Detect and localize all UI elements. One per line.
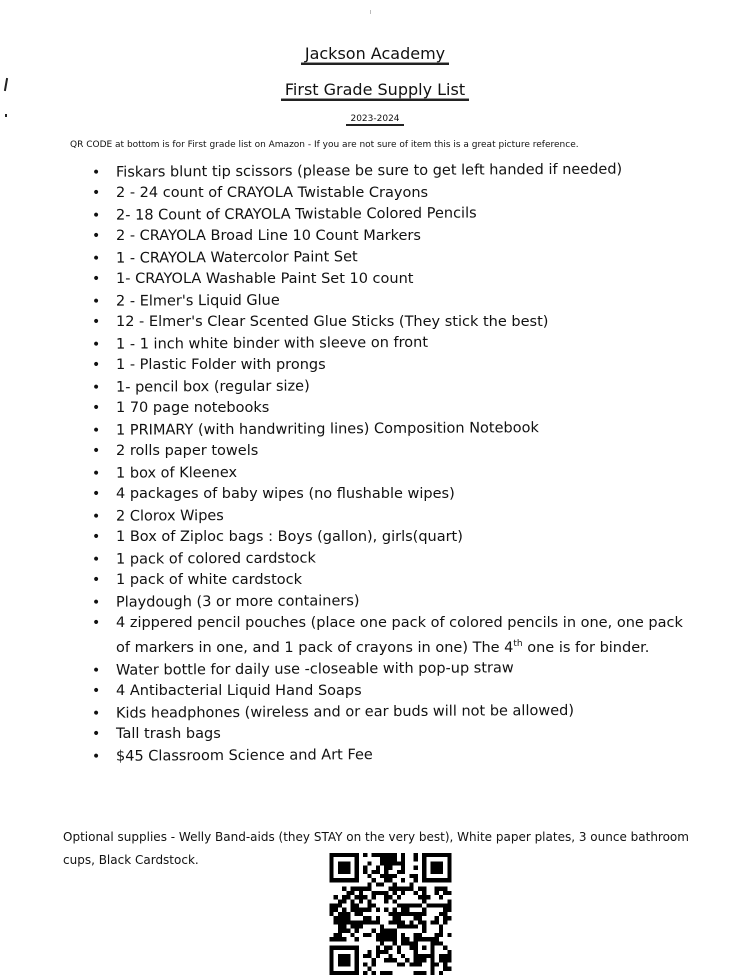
supply-item: • Tall trash bags xyxy=(92,724,692,746)
supply-item: • 1 pack of colored cardstock xyxy=(92,546,692,571)
supply-item: • 4 Antibacterial Liquid Hand Soaps xyxy=(92,681,692,703)
supply-item: • Fiskars blunt tip scissors (please be sure to get left handed if needed) xyxy=(92,159,692,184)
qr-note: QR CODE at bottom is for First grade list on Amazon - If you are not sure of item this is a great picture reference. xyxy=(70,140,579,150)
supply-item: • 12 - Elmer's Clear Scented Glue Sticks (They stick the best) xyxy=(92,312,692,334)
school-year: 2023-2024 xyxy=(0,114,750,124)
supply-item: • $45 Classroom Science and Art Fee xyxy=(92,743,692,768)
supply-item: • Playdough (3 or more containers) xyxy=(92,589,692,614)
stray-mark xyxy=(370,10,371,14)
supply-item: • 1 - CRAYOLA Watercolor Paint Set xyxy=(92,245,692,270)
supply-item: • 1 PRIMARY (with handwriting lines) Composition Notebook xyxy=(92,417,692,442)
supply-item: • 2 - CRAYOLA Broad Line 10 Count Markers xyxy=(92,226,692,248)
supply-item: • 2 Clorox Wipes xyxy=(92,503,692,528)
list-title: First Grade Supply List xyxy=(0,80,750,99)
supply-item: • 4 packages of baby wipes (no flushable wipes) xyxy=(92,484,692,506)
optional-supplies: Optional supplies - Welly Band-aids (they STAY on the very best), White paper plates, 3 ounce bathroom cups, Black Cardstock. xyxy=(63,830,689,867)
supply-item: • 2 - 24 count of CRAYOLA Twistable Crayons xyxy=(92,183,692,205)
supply-item: • 4 zippered pencil pouches (place one pack of colored pencils in one, one pack of markers in one, and 1 pack of crayons in one) The 4th one is for binder. xyxy=(92,613,692,660)
supply-item: • 2 - Elmer's Liquid Glue xyxy=(92,288,692,313)
supply-list xyxy=(92,161,692,767)
supply-item: • 1 pack of white cardstock xyxy=(92,570,692,592)
supply-item: • 1- CRAYOLA Washable Paint Set 10 count xyxy=(92,269,692,291)
qr-code-icon[interactable] xyxy=(328,853,453,975)
supply-item: • 1 - Plastic Folder with prongs xyxy=(92,355,692,377)
supply-item: • 1 Box of Ziploc bags : Boys (gallon), girls(quart) xyxy=(92,527,692,549)
school-title: Jackson Academy xyxy=(0,44,750,63)
supply-item: • 1 - 1 inch white binder with sleeve on front xyxy=(92,331,692,356)
supply-item: • 1 box of Kleenex xyxy=(92,460,692,485)
supply-item: • 1 70 page notebooks xyxy=(92,398,692,420)
supply-item: • 1- pencil box (regular size) xyxy=(92,374,692,399)
supply-item: • 2 rolls paper towels xyxy=(92,441,692,463)
supply-item: • Kids headphones (wireless and or ear buds will not be allowed) xyxy=(92,700,692,725)
supply-item: • 2- 18 Count of CRAYOLA Twistable Colored Pencils xyxy=(92,202,692,227)
supply-item: • Water bottle for daily use -closeable with pop-up straw xyxy=(92,657,692,682)
